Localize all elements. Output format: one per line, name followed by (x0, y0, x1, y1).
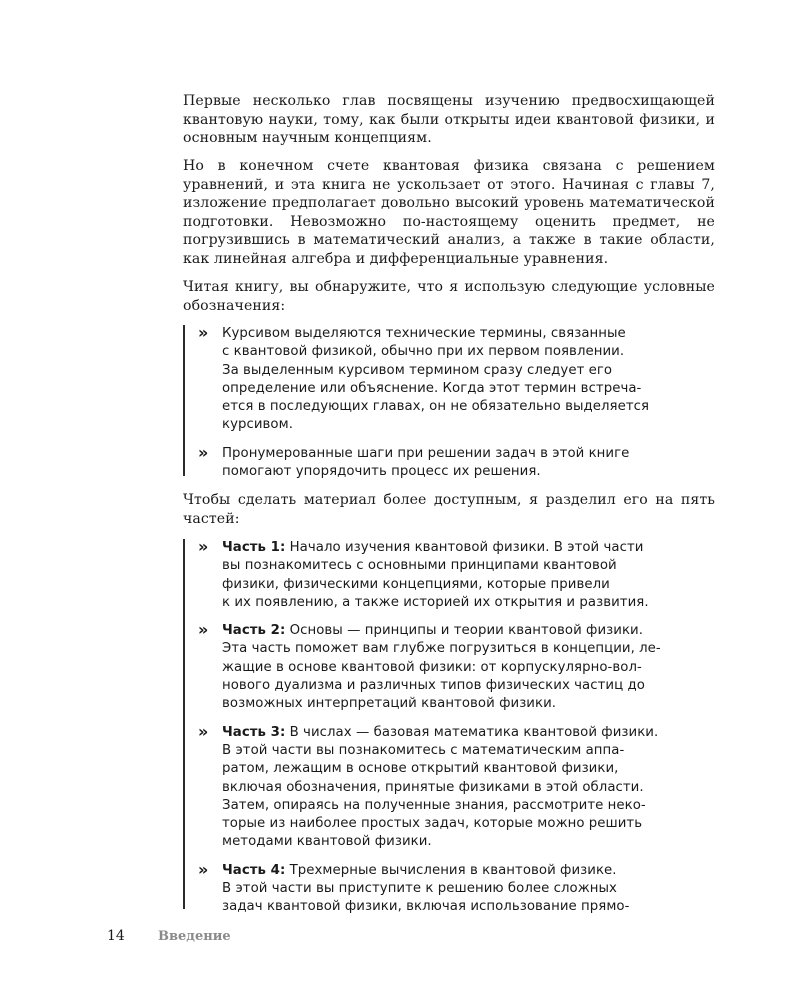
list-item: » Часть 1: Начало изучения квантовой физики. В этой части вы познакомитесь с основными принципами квантовой физики, физическими концепциями, которые привели к их появлению, а также историей их открытия и развития. (198, 537, 649, 610)
list-item: » Часть 3: В числах — базовая математика квантовой физики. В этой части вы познакомитесь с математическим аппа- ратом, лежащим в основе открытий квантовой физики, включая обозначения, принятые физиками в этой области. Затем, опираясь на полученные знания, рассмотрите неко- торые из наиболее простых задач, которые можно решить методами квантовой физики. (198, 721, 659, 850)
part-label: Часть 4: (222, 862, 286, 878)
bullet-icon: » (198, 721, 209, 741)
math-paragraph: Но в конечном счете квантовая физика связана с решением уравнений, и эта книга не ускользает от этого. Начиная с главы 7, изложение предполагает довольно высокий уровень математической подготовки. Невозможно по-настоящему оценить предмет, не погрузившись в математический анализ, а также в такие области, как линейная алгебра и дифференциальные уравнения. (183, 158, 715, 267)
list-item: » Часть 2: Основы — принципы и теории квантовой физики. Эта часть поможет вам глубже погрузиться в концепции, ле- жащие в основе квантовой физики: от корпускулярно-вол- нового дуализма и различных типов физических частиц до возможных интерпретаций квантовой физики. (198, 620, 661, 712)
list-item: » Часть 4: Трехмерные вычисления в квантовой физике. В этой части вы приступите к решению более сложных задач квантовой физики, включая использование прямо- (198, 859, 630, 915)
parts-list (183, 537, 717, 915)
list-item: » Пронумерованные шаги при решении задач в этой книге помогают упорядочить процесс их решения. (198, 442, 630, 480)
bullet-icon: » (198, 442, 209, 462)
list-item: » Курсивом выделяются технические термины, связанные с квантовой физикой, обычно при их первом появлении. За выделенным курсивом термином сразу следует его определение или объяснение. Когда этот термин встреча- ется в последующих главах, он не обязательно выделяется курсивом. (198, 323, 650, 433)
conventions-list (183, 323, 717, 480)
part-label: Часть 1: (222, 540, 286, 555)
bullet-icon: » (198, 323, 209, 342)
page-number: 14 (107, 928, 125, 944)
bullet-icon: » (198, 537, 209, 556)
conventions-intro-paragraph: Читая книгу, вы обнаружите, что я использую следующие условные обозначения: (183, 279, 715, 314)
intro-paragraph: Первые несколько глав посвящены изучению предвосхищающей квантовую науки, тому, как были открыты идеи квантовой физики, и основным научным концепциям. (183, 93, 715, 147)
parts-intro-paragraph: Чтобы сделать материал более доступным, я разделил его на пять частей: (183, 492, 715, 527)
bullet-icon: » (198, 859, 209, 879)
bullet-icon: » (198, 620, 209, 640)
part-label: Часть 3: (222, 724, 286, 740)
part-label: Часть 2: (222, 623, 286, 639)
running-footer-title: Введение (158, 929, 231, 944)
